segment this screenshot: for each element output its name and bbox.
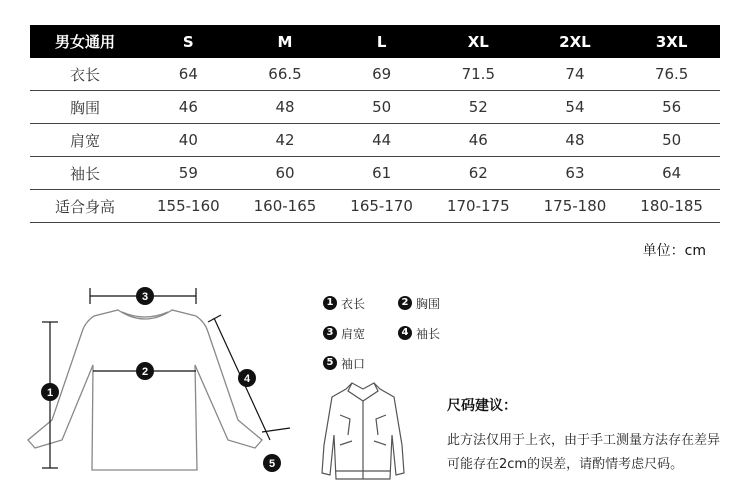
table-row <box>30 58 720 91</box>
advice-line: 此方法仅用于上衣，由于手工测量方法存在差异 <box>447 433 721 448</box>
table-cell: 170-175 <box>430 190 527 223</box>
header-cell: 男女通用 <box>30 25 140 58</box>
marker-1 <box>41 383 59 401</box>
svg-text:2: 2 <box>141 366 149 378</box>
header-cell: 2XL <box>527 25 624 58</box>
header-cell: M <box>237 25 334 58</box>
table-cell: 胸围 <box>30 91 140 124</box>
table-cell: 42 <box>237 124 334 157</box>
table-cell: 肩宽 <box>30 124 140 157</box>
table-cell: 64 <box>140 58 237 91</box>
shirt-outline-icon <box>28 310 262 470</box>
table-cell: 56 <box>623 91 720 124</box>
svg-text:3: 3 <box>141 291 149 303</box>
table-cell: 适合身高 <box>30 190 140 223</box>
advice-line: 可能存在2cm的误差，请酌情考虑尺码。 <box>447 457 684 472</box>
legend-item <box>323 355 398 372</box>
shirt-measurement-diagram <box>0 270 310 504</box>
cuff-line <box>262 428 290 432</box>
legend-label: 胸围 <box>416 296 441 311</box>
unit-label: 单位：cm <box>642 243 706 259</box>
table-cell: 180-185 <box>623 190 720 223</box>
table-cell: 61 <box>333 157 430 190</box>
header-cell: S <box>140 25 237 58</box>
table-cell: 50 <box>333 91 430 124</box>
legend-label: 袖口 <box>341 356 366 371</box>
legend-item <box>398 295 473 312</box>
table-cell: 46 <box>430 124 527 157</box>
size-advice <box>447 395 747 477</box>
advice-title: 尺码建议： <box>447 398 517 414</box>
legend-label: 袖长 <box>416 326 441 341</box>
table-cell: 160-165 <box>237 190 334 223</box>
table-cell: 59 <box>140 157 237 190</box>
table-cell: 155-160 <box>140 190 237 223</box>
measurement-legend <box>323 288 473 378</box>
legend-number-badge: 4 <box>398 326 412 340</box>
table-cell: 48 <box>527 124 624 157</box>
table-row <box>30 91 720 124</box>
table-cell: 50 <box>623 124 720 157</box>
header-cell: L <box>333 25 430 58</box>
table-cell: 64 <box>623 157 720 190</box>
marker-3 <box>136 287 154 305</box>
table-cell: 52 <box>430 91 527 124</box>
table-row <box>30 157 720 190</box>
table-cell: 40 <box>140 124 237 157</box>
svg-text:1: 1 <box>46 387 54 399</box>
marker-4 <box>238 369 256 387</box>
table-cell: 63 <box>527 157 624 190</box>
svg-text:4: 4 <box>243 373 251 385</box>
table-cell: 48 <box>237 91 334 124</box>
table-cell: 60 <box>237 157 334 190</box>
table-cell: 44 <box>333 124 430 157</box>
size-table <box>30 25 720 223</box>
table-header-row <box>30 25 720 58</box>
legend-item <box>398 325 473 342</box>
jacket-icon <box>318 375 408 485</box>
legend-number-badge: 2 <box>398 296 412 310</box>
legend-number-badge: 1 <box>323 296 337 310</box>
legend-number-badge: 5 <box>323 356 337 370</box>
table-cell: 66.5 <box>237 58 334 91</box>
legend-label: 肩宽 <box>341 326 366 341</box>
legend-label: 衣长 <box>341 296 366 311</box>
table-cell: 74 <box>527 58 624 91</box>
table-cell: 54 <box>527 91 624 124</box>
table-cell: 76.5 <box>623 58 720 91</box>
marker-5 <box>263 454 281 472</box>
header-cell: XL <box>430 25 527 58</box>
table-cell: 69 <box>333 58 430 91</box>
table-row <box>30 190 720 223</box>
legend-item <box>323 295 398 312</box>
table-cell: 袖长 <box>30 157 140 190</box>
table-cell: 衣长 <box>30 58 140 91</box>
header-cell: 3XL <box>623 25 720 58</box>
legend-number-badge: 3 <box>323 326 337 340</box>
legend-item <box>323 325 398 342</box>
marker-2 <box>136 362 154 380</box>
table-row <box>30 124 720 157</box>
table-cell: 62 <box>430 157 527 190</box>
table-cell: 46 <box>140 91 237 124</box>
table-cell: 165-170 <box>333 190 430 223</box>
table-cell: 71.5 <box>430 58 527 91</box>
svg-text:5: 5 <box>268 458 276 470</box>
table-cell: 175-180 <box>527 190 624 223</box>
